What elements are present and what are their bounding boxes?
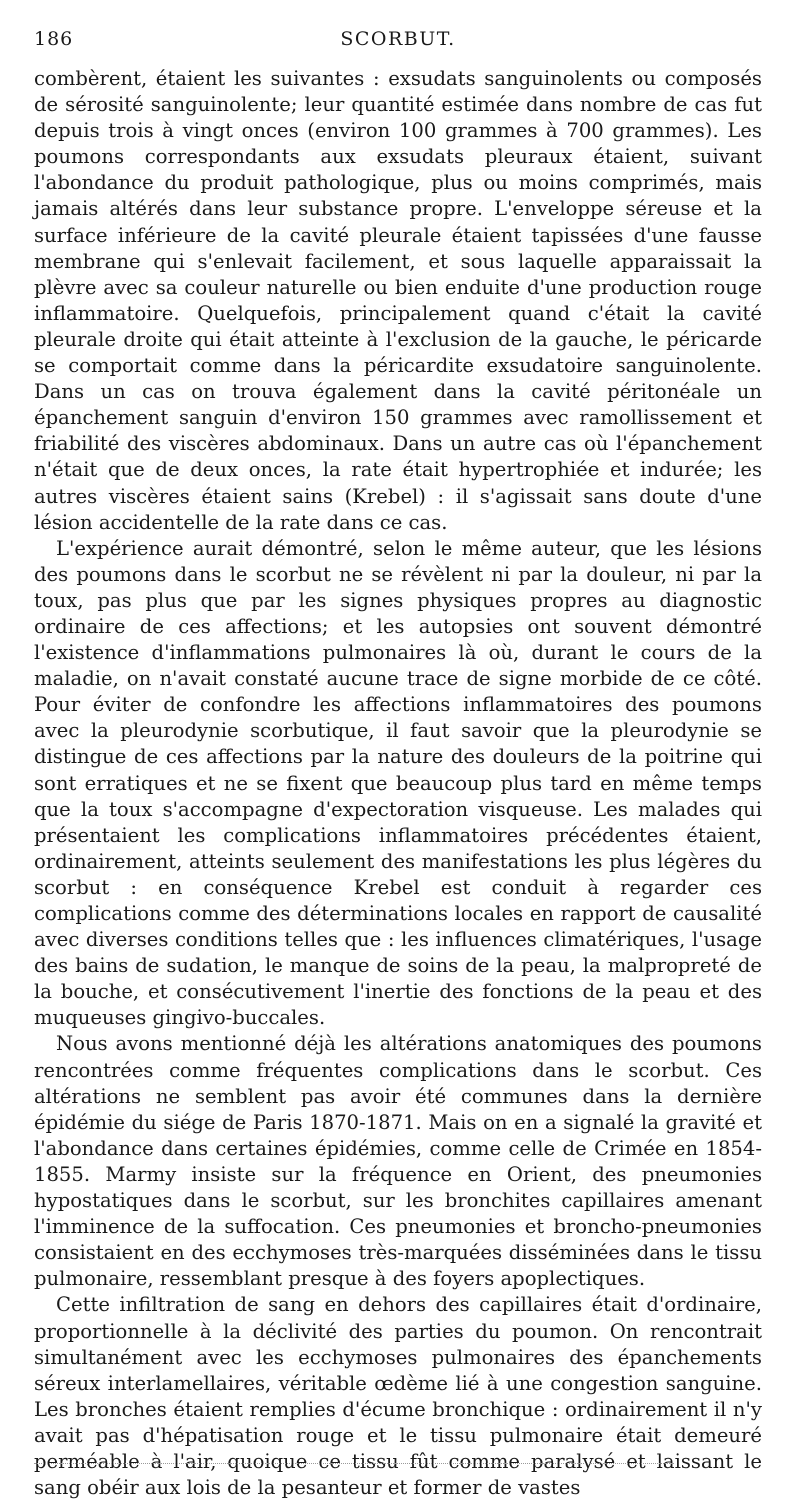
bottom-scan-artifact-line <box>34 1463 674 1464</box>
paragraph-4: Cette infiltration de sang en dehors des capillaires était d'ordinaire, proportionnelle à la déclivité des parties du poumon. On rencontrait simultanément avec les ecchymoses pulmonaires des épanchements séreux interlamellaires, véritable œdème lié à une congestion sanguine. Les bronches étaient remplies d'écume bronchique : ordinairement il n'y avait pas d'hépatisation rouge et le tissu pulmonaire était demeuré perméable à l'air, quoique ce tissu fût comme paralysé et laissant le sang obéir aux lois de la pesanteur et former de vastes <box>34 1293 762 1500</box>
page-number: 186 <box>34 28 74 50</box>
body-text <box>34 66 762 1501</box>
page-header <box>34 28 762 56</box>
paragraph-3: Nous avons mentionné déjà les altérations anatomiques des poumons rencontrées comme fréquentes complications dans le scorbut. Ces altérations ne semblent pas avoir été communes dans la dernière épidémie du siége de Paris 1870-1871. Mais on en a signalé la gravité et l'abondance dans certaines épidémies, comme celle de Crimée en 1854-1855. Marmy insiste sur la fréquence en Orient, des pneumonies hypostatiques dans le scorbut, sur les bronchites capillaires amenant l'imminence de la suffocation. Ces pneumonies et broncho-pneumonies consistaient en des ecchymoses très-marquées disséminées dans le tissu pulmonaire, ressemblant presque à des foyers apoplectiques. <box>34 1032 762 1291</box>
running-title: SCORBUT. <box>340 28 456 50</box>
paragraph-1: combèrent, étaient les suivantes : exsudats sanguinolents ou composés de sérosité sanguinolente; leur quantité estimée dans nombre de cas fut depuis trois à vingt onces (environ 100 grammes à 700 grammes). Les poumons correspondants aux exsudats pleuraux étaient, suivant l'abondance du produit pathologique, plus ou moins comprimés, mais jamais altérés dans leur substance propre. L'enveloppe séreuse et la surface inférieure de la cavité pleurale étaient tapissées d'une fausse membrane qui s'enlevait facilement, et sous laquelle apparaissait la plèvre avec sa couleur naturelle ou bien enduite d'une production rouge inflammatoire. Quelquefois, principalement quand c'était la cavité pleurale droite qui était atteinte à l'exclusion de la gauche, le péricarde se comportait comme dans la péricardite exsudatoire sanguinolente. Dans un cas on trouva également dans la cavité péritonéale un épanchement sanguin d'environ 150 grammes avec ramollissement et friabilité des viscères abdominaux. Dans un autre cas où l'épanchement n'était que de deux onces, la rate était hypertrophiée et indurée; les autres viscères étaient sains (Krebel) : il s'agissait sans doute d'une lésion accidentelle de la rate dans ce cas. <box>34 67 762 534</box>
paragraph-2: L'expérience aurait démontré, selon le même auteur, que les lésions des poumons dans le scorbut ne se révèlent ni par la douleur, ni par la toux, pas plus que par les signes physiques propres au diagnostic ordinaire de ces affections; et les autopsies ont souvent démontré l'existence d'inflammations pulmonaires là où, durant le cours de la maladie, on n'avait constaté aucune trace de signe morbide de ce côté. Pour éviter de confondre les affections inflammatoires des poumons avec la pleurodynie scorbutique, il faut savoir que la pleurodynie se distingue de ces affections par la nature des douleurs de la poitrine qui sont erratiques et ne se fixent que beaucoup plus tard en même temps que la toux s'accompagne d'expectoration visqueuse. Les malades qui présentaient les complications inflammatoires précédentes étaient, ordinairement, atteints seulement des manifestations les plus légères du scorbut : en conséquence Krebel est conduit à regarder ces complications comme des déterminations locales en rapport de causalité avec diverses conditions telles que : les influences climatériques, l'usage des bains de sudation, le manque de soins de la peau, la malpropreté de la bouche, et consécutivement l'inertie des fonctions de la peau et des muqueuses gingivo-buccales. <box>34 536 762 1030</box>
